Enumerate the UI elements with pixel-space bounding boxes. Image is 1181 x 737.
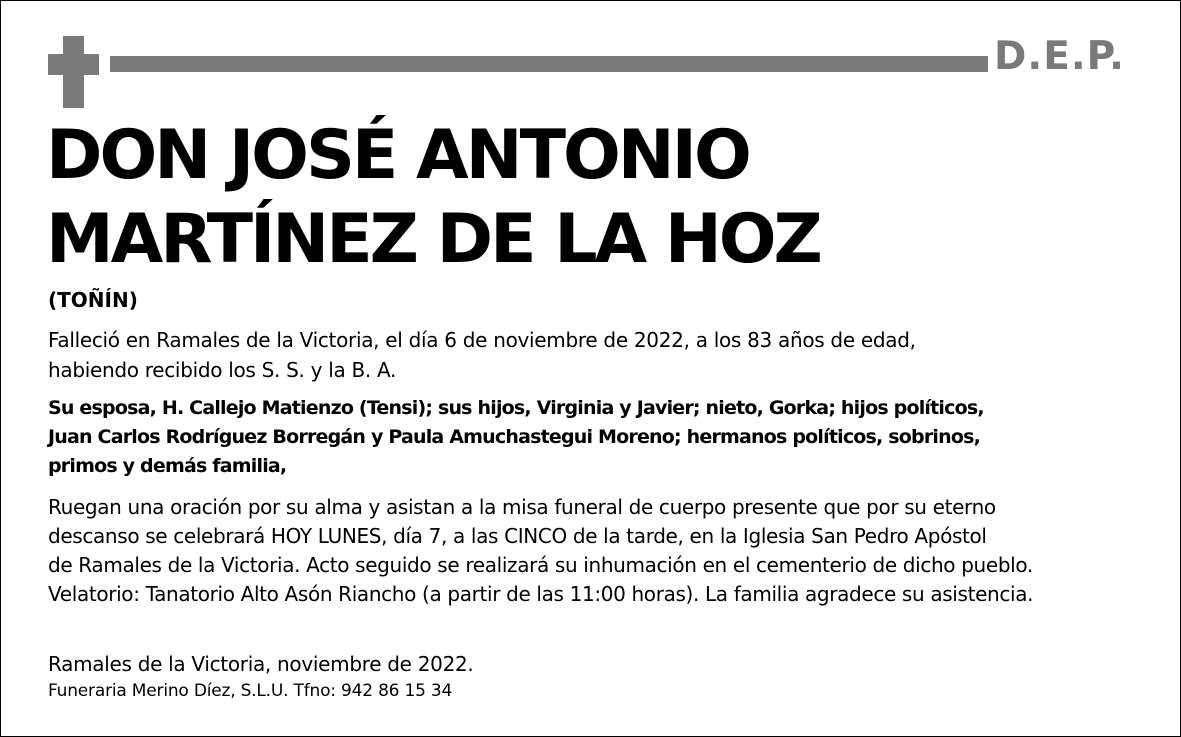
deceased-name (46, 114, 820, 282)
family-list (48, 394, 984, 481)
death-notice-line: habiendo recibido los S. S. y la B. A. (48, 358, 397, 382)
mass-announcement-line: Velatorio: Tanatorio Alto Asón Riancho (a partir de las 11:00 horas). La familia agradece su asistencia. (48, 582, 1034, 606)
deceased-nickname: (TOÑÍN) (48, 288, 138, 312)
mass-announcement (48, 493, 1033, 609)
mass-announcement-line: de Ramales de la Victoria. Acto seguido se realizará su inhumación en el cementerio de dicho pueblo. (48, 553, 1033, 577)
death-notice (48, 325, 916, 385)
header-rule (110, 56, 988, 72)
family-list-line: primos y demás familia, (48, 455, 287, 477)
dep-label: D.E.P. (994, 34, 1125, 79)
mass-announcement-line: Ruegan una oración por su alma y asistan a la misa funeral de cuerpo presente que por su eterno (48, 495, 996, 519)
cross-icon-bar (48, 54, 99, 75)
place-date: Ramales de la Victoria, noviembre de 2022. (48, 652, 474, 676)
mass-announcement-line: descanso se celebrará HOY LUNES, día 7, a las CINCO de la tarde, en la Iglesia San Pedro Apóstol (48, 524, 987, 548)
family-list-line: Juan Carlos Rodríguez Borregán y Paula Amuchastegui Moreno; hermanos políticos, sobrinos, (48, 426, 981, 448)
deceased-name-line-2: MARTÍNEZ DE LA HOZ (46, 200, 820, 279)
family-list-line: Su esposa, H. Callejo Matienzo (Tensi); sus hijos, Virginia y Javier; nieto, Gorka; hijos políticos, (48, 397, 984, 419)
deceased-name-line-1: DON JOSÉ ANTONIO (46, 116, 749, 195)
death-notice-line: Falleció en Ramales de la Victoria, el día 6 de noviembre de 2022, a los 83 años de edad, (48, 328, 916, 352)
funeral-home: Funeraria Merino Díez, S.L.U. Tfno: 942 86 15 34 (48, 681, 453, 701)
